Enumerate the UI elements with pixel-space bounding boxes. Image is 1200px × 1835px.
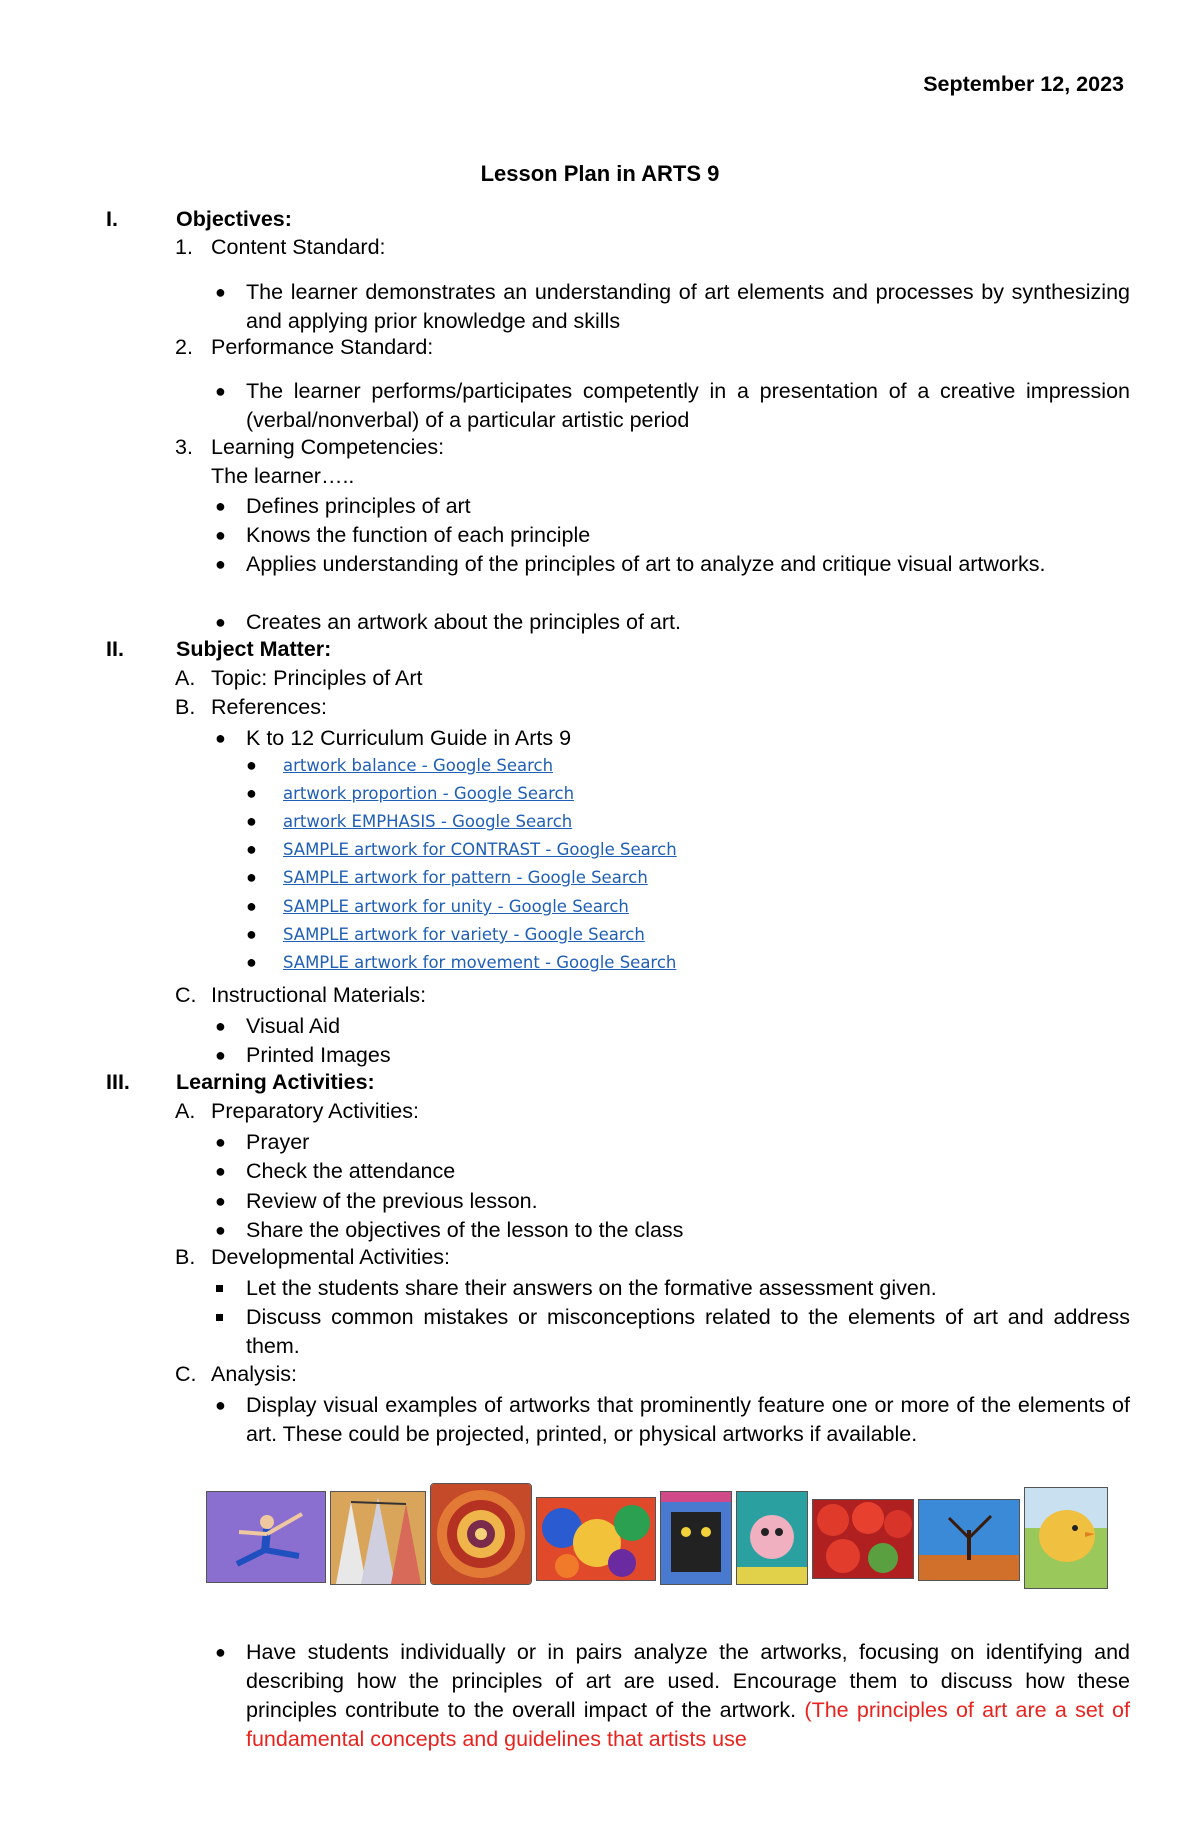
item-marker: 1. bbox=[175, 235, 193, 259]
bullet-dot-icon: ● bbox=[215, 1161, 226, 1181]
bullet-dot-icon: ● bbox=[215, 1395, 226, 1415]
bullet-dot-icon: ● bbox=[246, 952, 257, 972]
preparatory-bullet bbox=[215, 1187, 1130, 1216]
item-label: Topic: Principles of Art bbox=[211, 666, 423, 690]
square-bullet-icon bbox=[216, 1314, 223, 1321]
artwork-image-mandala bbox=[430, 1483, 532, 1585]
bullet-text: The learner performs/participates competently in a presentation of a creative impression (verbal/nonverbal) of a particular artistic period bbox=[246, 379, 1130, 432]
bullet-text: K to 12 Curriculum Guide in Arts 9 bbox=[246, 726, 572, 750]
bullet-dot-icon: ● bbox=[246, 839, 257, 859]
bullet-text: Let the students share their answers on the formative assessment given. bbox=[246, 1276, 937, 1300]
bullet-dot-icon: ● bbox=[215, 525, 226, 545]
bullet-text: Discuss common mistakes or misconceptions related to the elements of art and address them. bbox=[246, 1305, 1130, 1358]
preparatory-bullet bbox=[215, 1157, 1130, 1186]
bullet-dot-icon: ● bbox=[246, 755, 257, 775]
bullet-text: Prayer bbox=[246, 1130, 310, 1154]
item-marker: C. bbox=[175, 983, 197, 1007]
reference-link-emphasis[interactable]: artwork EMPHASIS - Google Search bbox=[283, 812, 573, 831]
bullet-text: Review of the previous lesson. bbox=[246, 1189, 538, 1213]
item-label: Developmental Activities: bbox=[211, 1245, 450, 1269]
preparatory-bullet bbox=[215, 1128, 1130, 1157]
competency-bullet bbox=[215, 521, 1130, 550]
competency-bullet bbox=[215, 550, 1130, 579]
reference-link-balance[interactable]: artwork balance - Google Search bbox=[283, 756, 554, 775]
square-bullet-icon bbox=[216, 1285, 223, 1292]
material-bullet bbox=[215, 1012, 1130, 1041]
bullet-dot-icon: ● bbox=[215, 1220, 226, 1240]
bullet-text: Display visual examples of artworks that prominently feature one or more of the elements of art. These could be projected, printed, or physical artworks if available. bbox=[246, 1393, 1130, 1446]
artwork-gallery bbox=[206, 1483, 1136, 1588]
developmental-bullet bbox=[246, 1303, 1130, 1361]
item-marker: C. bbox=[175, 1362, 197, 1386]
section-numeral: I. bbox=[106, 207, 118, 231]
content-standard-bullet bbox=[215, 278, 1130, 336]
bullet-text-black: Have students individually or in pairs analyze the artworks, focusing on identifying and describing how the principles of art are used. Encourage them to discuss how these principles contribute to the overall impact of the artwork. bbox=[246, 1640, 1130, 1722]
item-marker: B. bbox=[175, 1245, 196, 1269]
bullet-dot-icon: ● bbox=[215, 1132, 226, 1152]
bullet-text: Creates an artwork about the principles of art. bbox=[246, 610, 681, 634]
bullet-dot-icon: ● bbox=[215, 554, 226, 574]
bullet-text-highlight: (The principles of art are a set of fundamental concepts and guidelines that artists use bbox=[246, 1698, 1130, 1751]
bullet-dot-icon: ● bbox=[215, 496, 226, 516]
artwork-image-kites bbox=[330, 1491, 426, 1585]
bullet-dot-icon: ● bbox=[215, 1642, 226, 1662]
artwork-image-tree-sunset bbox=[918, 1499, 1020, 1581]
item-label: Learning Competencies: bbox=[211, 435, 445, 459]
item-marker: A. bbox=[175, 1099, 196, 1123]
bullet-text: Knows the function of each principle bbox=[246, 523, 591, 547]
artwork-image-cat-pattern bbox=[660, 1491, 732, 1585]
bullet-dot-icon: ● bbox=[215, 282, 226, 302]
artwork-image-dancer bbox=[206, 1491, 326, 1583]
item-label: References: bbox=[211, 695, 327, 719]
section-numeral: II. bbox=[106, 637, 124, 661]
bullet-dot-icon: ● bbox=[215, 1191, 226, 1211]
bullet-text: Share the objectives of the lesson to the class bbox=[246, 1218, 684, 1242]
artwork-image-giant-chick bbox=[1024, 1487, 1108, 1589]
analysis-bullet bbox=[215, 1391, 1130, 1449]
bullet-dot-icon: ● bbox=[246, 811, 257, 831]
item-label: Instructional Materials: bbox=[211, 983, 427, 1007]
document-date: September 12, 2023 bbox=[923, 72, 1124, 96]
reference-bullet bbox=[215, 724, 1130, 753]
competency-bullet bbox=[215, 608, 1130, 637]
learner-intro: The learner….. bbox=[211, 464, 355, 488]
reference-link-proportion[interactable]: artwork proportion - Google Search bbox=[283, 784, 575, 803]
reference-link-pattern[interactable]: SAMPLE artwork for pattern - Google Search bbox=[283, 868, 648, 887]
item-label: Preparatory Activities: bbox=[211, 1099, 419, 1123]
bullet-text: Applies understanding of the principles of art to analyze and critique visual artworks. bbox=[246, 552, 1046, 576]
bullet-dot-icon: ● bbox=[246, 783, 257, 803]
bullet-text: Defines principles of art bbox=[246, 494, 471, 518]
reference-link-variety[interactable]: SAMPLE artwork for variety - Google Search bbox=[283, 925, 645, 944]
section-title: Objectives: bbox=[176, 207, 292, 231]
reference-link-unity[interactable]: SAMPLE artwork for unity - Google Search bbox=[283, 897, 629, 916]
item-marker: 2. bbox=[175, 335, 193, 359]
bullet-dot-icon: ● bbox=[215, 612, 226, 632]
bullet-dot-icon: ● bbox=[215, 728, 226, 748]
bullet-dot-icon: ● bbox=[215, 381, 226, 401]
section-numeral: III. bbox=[106, 1070, 130, 1094]
item-label: Performance Standard: bbox=[211, 335, 434, 359]
bullet-text: Check the attendance bbox=[246, 1159, 456, 1183]
artwork-image-tomatoes bbox=[812, 1499, 914, 1579]
section-title: Subject Matter: bbox=[176, 637, 332, 661]
performance-standard-bullet bbox=[215, 377, 1130, 435]
bullet-dot-icon: ● bbox=[215, 1016, 226, 1036]
developmental-bullet bbox=[246, 1274, 1130, 1303]
section-title: Learning Activities: bbox=[176, 1070, 375, 1094]
competency-bullet bbox=[215, 492, 1130, 521]
reference-link-contrast[interactable]: SAMPLE artwork for CONTRAST - Google Search bbox=[283, 840, 677, 859]
bullet-text: Visual Aid bbox=[246, 1014, 341, 1038]
bullet-text bbox=[246, 1638, 1130, 1754]
artwork-image-abstract-swirls bbox=[536, 1497, 656, 1581]
bullet-dot-icon: ● bbox=[246, 867, 257, 887]
bullet-text: Printed Images bbox=[246, 1043, 391, 1067]
item-marker: B. bbox=[175, 695, 196, 719]
item-marker: A. bbox=[175, 666, 196, 690]
preparatory-bullet bbox=[215, 1216, 1130, 1245]
analysis-bullet bbox=[215, 1638, 1130, 1754]
item-label: Analysis: bbox=[211, 1362, 298, 1386]
material-bullet bbox=[215, 1041, 1130, 1070]
bullet-text: The learner demonstrates an understanding of art elements and processes by synthesizing and applying prior knowledge and skills bbox=[246, 280, 1130, 333]
item-label: Content Standard: bbox=[211, 235, 386, 259]
bullet-dot-icon: ● bbox=[246, 896, 257, 916]
bullet-dot-icon: ● bbox=[215, 1045, 226, 1065]
artwork-image-face-mosaic bbox=[736, 1491, 808, 1585]
item-marker: 3. bbox=[175, 435, 193, 459]
document-title: Lesson Plan in ARTS 9 bbox=[480, 161, 720, 186]
reference-link-movement[interactable]: SAMPLE artwork for movement - Google Search bbox=[283, 953, 677, 972]
bullet-dot-icon: ● bbox=[246, 924, 257, 944]
